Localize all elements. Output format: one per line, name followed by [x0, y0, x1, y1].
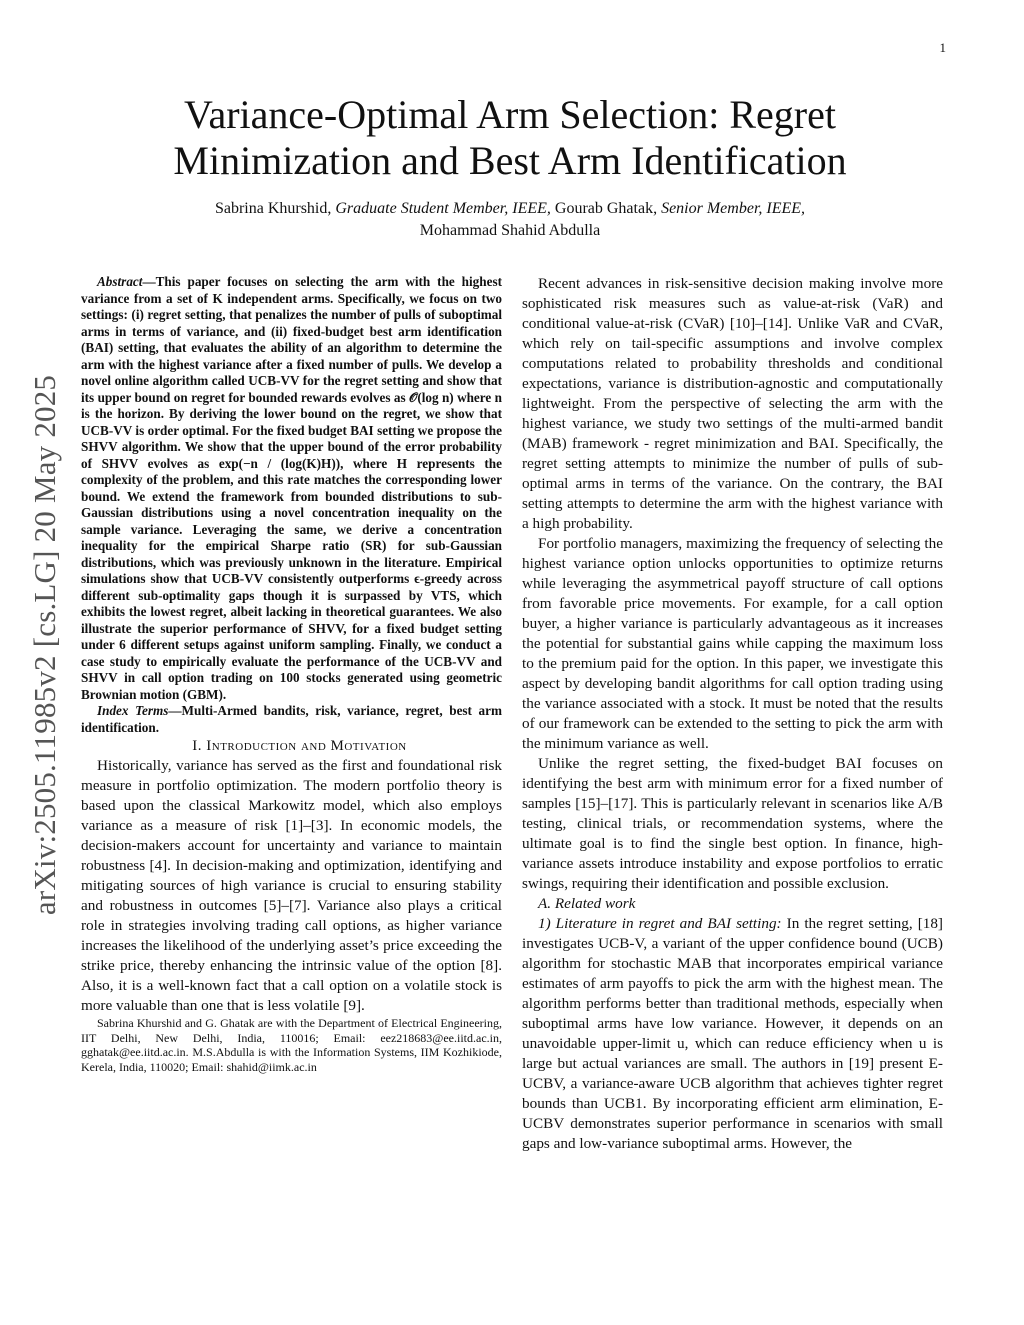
abstract-label: Abstract	[97, 274, 143, 289]
arxiv-identifier: arXiv:2505.11985v2 [cs.LG] 20 May 2025	[27, 374, 62, 916]
abstract: Abstract—This paper focuses on selecting the arm with the highest variance from a set of K independent arms. Specifically, we focus on two settings: (i) regret setting, that penalizes the number of pulls of suboptimal arms in terms of variance, and (ii) fixed-budget best arm identification (BAI) setting, that evaluates the ability of an algorithm to determine the arm with the highest variance after a fixed number of pulls. We develop a novel online algorithm called UCB-VV for the regret setting and show that its upper bound on regret for bounded rewards evolves as 𝒪(log n) where n is the horizon. By deriving the lower bound on the regret, we show that UCB-VV is order optimal. For the fixed budget BAI setting we propose the SHVV algorithm. We show that the upper bound of the error probability of SHVV evolves as exp(−n / (log(K)H)), where H represents the complexity of the problem, and this rate matches the corresponding lower bound. We extend the framework from bounded distributions to sub-Gaussian distributions using a novel concentration inequality on the sample variance. Leveraging the same, we derive a concentration inequality for the empirical Sharpe ratio (SR) for sub-Gaussian distributions, which was previously unknown in the literature. Empirical simulations show that UCB-VV consistently outperforms ϵ-greedy across different sub-optimality gaps though it is surpassed by VTS, which exhibits the lowest regret, albeit lacking in theoretical guarantees. We also illustrate the superior performance of SHVV, for a fixed budget setting under 6 different setups against uniform sampling. Finally, we conduct a case study to empirically evaluate the performance of the UCB-VV and SHVV in call option trading on 100 stocks generated using geometric Brownian motion (GBM).	[81, 274, 502, 702]
index-terms: Index Terms—Multi-Armed bandits, risk, variance, regret, best arm identification.	[81, 703, 502, 735]
author-list	[110, 198, 910, 242]
right-paragraph-1: Recent advances in risk-sensitive decision making involve more sophisticated risk measures such as value-at-risk (VaR) and conditional value-at-risk (CVaR) [10]–[14]. Unlike VaR and CVaR, which rely on tail-specific assumptions and involve complex computations related to probability thresholds and conditional expectations, variance is distribution-agnostic and computationally lightweight. From the perspective of selecting the arm with the highest variance, we study two settings of the multi-armed bandit (MAB) framework - regret minimization and BAI. Specifically, the regret setting attempts to minimize the number of pulls of sub-optimal arms in terms of the variance. On the contrary, the BAI setting attempts to determine the arm with the highest variance with a high probability.	[522, 275, 943, 532]
abstract-text: This paper focuses on selecting the arm with the highest variance from a set of K independent arms. Specifically, we focus on two settings: (i) regret setting, that penalizes the number of pulls of suboptimal arms in terms of variance, and (ii) fixed-budget best arm identification (BAI) setting, that evaluates the ability of an algorithm to determine the arm with the highest variance after a fixed number of pulls. We develop a novel online algorithm called UCB-VV for the regret setting and show that its upper bound on regret for bounded rewards evolves as 𝒪(log n) where n is the horizon. By deriving the lower bound on the regret, we show that UCB-VV is order optimal. For the fixed budget BAI setting we propose the SHVV algorithm. We show that the upper bound of the error probability of SHVV evolves as exp(−n / (log(K)H)), where H represents the complexity of the problem, and this rate matches the corresponding lower bound. We extend the framework from bounded distributions to sub-Gaussian distributions using a novel concentration inequality on the sample variance. Leveraging the same, we derive a concentration inequality for the empirical Sharpe ratio (SR) for sub-Gaussian distributions, which was previously unknown in the literature. Empirical simulations show that UCB-VV consistently outperforms ϵ-greedy across different sub-optimality gaps though it is surpassed by VTS, which exhibits the lowest regret, albeit lacking in theoretical guarantees. We also illustrate the superior performance of SHVV, for a fixed budget setting under 6 different setups against uniform sampling. Finally, we conduct a case study to empirically evaluate the performance of the UCB-VV and SHVV in call option trading on 100 stocks generated using geometric Brownian motion (GBM).	[81, 274, 502, 702]
author-footnote: Sabrina Khurshid and G. Ghatak are with the Department of Electrical Engineering, IIT Delhi, New Delhi, India, 110016; Email: eez218683@ee.iitd.ac.in, gghatak@ee.iitd.ac.in. M.S.Abdulla is with the Information Systems, IIM Kozhikiode, Kerela, India, 110020; Email: shahid@iimk.ac.in	[81, 1016, 502, 1074]
paper-title: Variance-Optimal Arm Selection: Regret Minimization and Best Arm Identification	[173, 92, 847, 183]
intro-paragraph-1: Historically, variance has served as the first and foundational risk measure in portfolio optimization. The modern portfolio theory is based upon the classical Markowitz model, which also employs variance as a measure of risk [1]–[3]. In economic models, the decision-makers account for uncertainty and variance to maintain robustness [4]. In decision-making and optimization, identifying and mitigating sources of high variance is crucial to ensuring stability and robustness in outcomes [5]–[7]. Variance also plays a critical role in strategies involving trading call options, as higher variance increases the likelihood of the underlying asset’s price exceeding the strike price, thereby enhancing the intrinsic value of the option [8]. Also, it is a well-known fact that a call option on a volatile stock is more valuable than one that is less volatile [9].	[81, 757, 502, 1014]
author-2-name: Gourab Ghatak,	[554, 200, 658, 217]
right-paragraph-2: For portfolio managers, maximizing the frequency of selecting the highest variance option unlocks opportunities to optimize returns while leveraging the asymmetrical payoff structure of call options from favorable price movements. For example, for a call option buyer, a higher variance is particularly advantageous as it increases the potential for substantial gains while capping the maximum loss to the premium paid for the option. In this paper, we investigate this aspect by developing bandit algorithms for call option trading using the variance associated with a stock. It must be noted that the results of our framework can be extended to the setting to pick the arm with the minimum variance as well.	[522, 535, 943, 752]
right-paragraph-4-text: In the regret setting, [18] investigates UCB-V, a variant of the upper confidence bound (UCB) algorithm for stochastic MAB that incorporates empirical variance estimates of arm payoffs to pick the arm with the highest mean. The algorithm performs better than traditional methods, especially when suboptimal arms have low variance. However, it depends on an unavoidable upper-limit u, which can reduce efficiency when u is large but actual variances are small. The authors in [19] present E-UCBV, a variance-aware UCB algorithm that achieves tighter regret bounds than UCB1. By incorporating efficient arm elimination, E-UCBV demonstrates superior performance in scenarios with small gaps and low-variance suboptimal arms. However, the	[522, 915, 943, 1152]
author-2-role: Senior Member, IEEE,	[661, 200, 806, 217]
right-column	[522, 274, 943, 1154]
section-number: I.	[192, 738, 203, 754]
right-paragraph-3: Unlike the regret setting, the fixed-budget BAI focuses on identifying the best arm with minimum error for a fixed number of samples [15]–[17]. This is particularly relevant in scenarios like A/B testing, clinical trials, or recommendation systems, where the ultimate goal is to find the single best option. In finance, high-variance assets introduce instability and expose portfolios to erratic swings, requiring their identification and possible exclusion.	[522, 755, 943, 892]
page-number: 1	[939, 40, 946, 55]
author-3-name: Mohammad Shahid Abdulla	[419, 222, 601, 239]
section-title: Introduction and Motivation	[206, 738, 407, 754]
subsection-heading: A. Related work	[538, 895, 636, 912]
right-paragraph-4	[522, 914, 943, 1154]
author-1-name: Sabrina Khurshid,	[214, 200, 332, 217]
arxiv-sidebar-stamp	[22, 340, 68, 950]
index-terms-label: Index Terms	[97, 703, 169, 718]
section-heading	[81, 736, 502, 756]
author-1-role: Graduate Student Member, IEEE,	[335, 200, 551, 217]
index-terms-text: Multi-Armed bandits, risk, variance, regret, best arm identification.	[81, 703, 502, 735]
subsubsection-heading: 1) Literature in regret and BAI setting:	[538, 915, 782, 932]
left-column	[81, 274, 502, 1074]
